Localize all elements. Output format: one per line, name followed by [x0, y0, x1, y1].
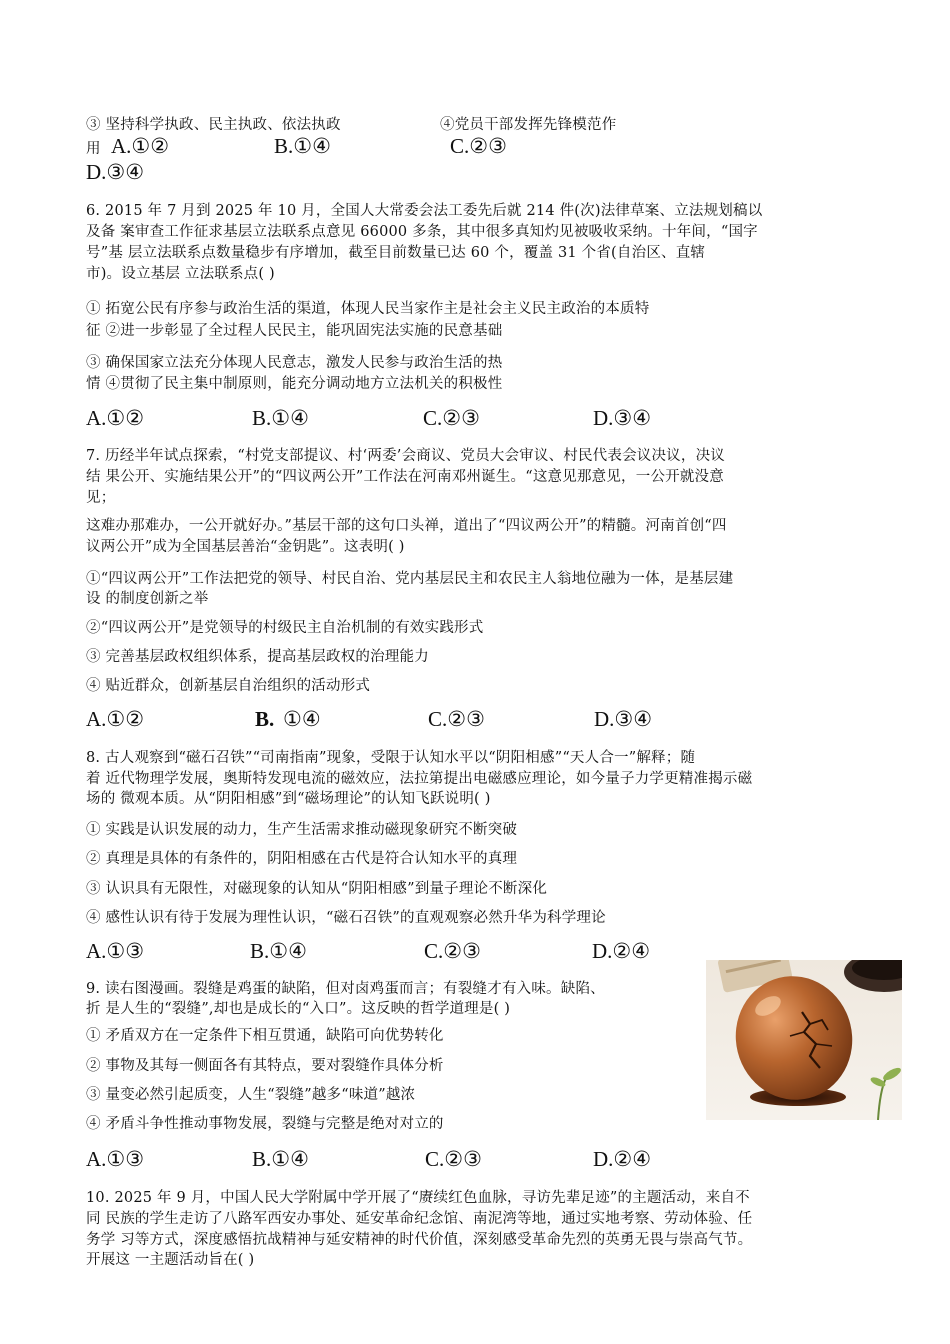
q7-option-b-letter: B.	[255, 707, 275, 731]
q7-statement-1a: ①“四议两公开”工作法把党的领导、村民自治、党内基层民主和农民主人翁地位融为一体，是基层建	[86, 571, 734, 587]
q9-option-d: D.②④	[593, 1147, 652, 1171]
q8-option-d: D.②④	[592, 939, 651, 963]
q9-option-c: C.②③	[425, 1147, 482, 1171]
q9-statement-4: ④ 矛盾斗争性推动事物发展，裂缝与完整是绝对对立的	[86, 1116, 444, 1132]
q8-statement-3: ③ 认识具有无限性，对磁现象的认知从“阴阳相感”到量子理论不断深化	[86, 881, 548, 897]
q5-option-d: D.③④	[86, 160, 145, 184]
q7-line-2: 结 果公开、实施结果公开”的“四议两公开”工作法在河南邓州诞生。“这意见那意见，一公开就没意	[86, 469, 724, 485]
q6-option-b: B.①④	[252, 406, 309, 430]
q10-line-1: 10. 2025 年 9 月，中国人民大学附属中学开展了“赓续红色血脉，寻访先辈足迹”的主题活动，来自不	[86, 1190, 750, 1206]
q6-statement-2: 征 ②进一步彰显了全过程人民民主，能巩固宪法实施的民意基础	[86, 323, 503, 339]
q5-option-b: B.①④	[274, 134, 331, 158]
q7-line-1: 7. 历经半年试点探索，“村党支部提议、村‘两委’会商议、党员大会审议、村民代表会议决议，决议	[86, 448, 725, 464]
q7-statement-2: ②“四议两公开”是党领导的村级民主自治机制的有效实践形式	[86, 620, 484, 636]
q8-option-c: C.②③	[424, 939, 481, 963]
q9-line-2: 折 是人生的“裂缝”,却也是成长的“入口”。这反映的哲学道理是( )	[86, 1001, 511, 1017]
q6-statement-1: ① 拓宽公民有序参与政治生活的渠道，体现人民当家作主是社会主义民主政治的本质特	[86, 301, 650, 317]
q8-line-3: 场的 微观本质。从“阴阳相感”到“磁场理论”的认知飞跃说明( )	[86, 791, 491, 807]
q7-option-b: ①④	[283, 707, 321, 731]
q6-option-d: D.③④	[593, 406, 652, 430]
q7-option-d: D.③④	[594, 707, 653, 731]
q9-option-b: B.①④	[252, 1147, 309, 1171]
q8-line-1: 8. 古人观察到“磁石召铁”“司南指南”现象，受限于认知水平以“阴阳相感”“天人合一”解释；随	[86, 750, 696, 766]
q6-option-a: A.①②	[86, 406, 145, 430]
q8-statement-4: ④ 感性认识有待于发展为理性认识，“磁石召铁”的直观观察必然升华为科学理论	[86, 910, 606, 926]
q5-statement-4: ④党员干部发挥先锋模范作	[440, 117, 617, 133]
q5-option-a: A.①②	[111, 134, 170, 158]
q7-option-a: A.①②	[86, 707, 145, 731]
q6-statement-3: ③ 确保国家立法充分体现人民意志，激发人民参与政治生活的热	[86, 355, 503, 371]
q8-statement-1: ① 实践是认识发展的动力，生产生活需求推动磁现象研究不断突破	[86, 822, 518, 838]
q9-line-1: 9. 读右图漫画。裂缝是鸡蛋的缺陷，但对卤鸡蛋而言；有裂缝才有入味。缺陷、	[86, 981, 605, 997]
q7-statement-3: ③ 完善基层政权组织体系，提高基层政权的治理能力	[86, 649, 429, 665]
q6-line-4: 市)。设立基层 立法联系点( )	[86, 266, 275, 282]
q8-statement-2: ② 真理是具体的有条件的，阴阳相感在古代是符合认知水平的真理	[86, 851, 518, 867]
q9-statement-3: ③ 量变必然引起质变，人生“裂缝”越多“味道”越浓	[86, 1087, 416, 1103]
q7-line-4: 这难办那难办，一公开就好办。”基层干部的这句口头禅，道出了“四议两公开”的精髓。河南首创“四	[86, 518, 727, 534]
q6-option-c: C.②③	[423, 406, 480, 430]
q9-option-a: A.①③	[86, 1147, 145, 1171]
q10-line-4: 开展这 一主题活动旨在( )	[86, 1252, 255, 1268]
q8-line-2: 着 近代物理学发展，奥斯特发现电流的磁效应，法拉第提出电磁感应理论，如今量子力学更精准揭示磁	[86, 771, 753, 787]
q5-statement-4-tail: 用	[86, 141, 101, 157]
tea-egg-photo	[706, 960, 902, 1120]
q10-line-2: 同 民族的学生走访了八路军西安办事处、延安革命纪念馆、南泥湾等地，通过实地考察、劳动体验、任	[86, 1211, 753, 1227]
q9-statement-2: ② 事物及其每一侧面各有其特点，要对裂缝作具体分析	[86, 1058, 444, 1074]
q8-option-a: A.①③	[86, 939, 145, 963]
q5-statement-3: ③ 坚持科学执政、民主执政、依法执政	[86, 117, 341, 133]
q9-statement-1: ① 矛盾双方在一定条件下相互贯通，缺陷可向优势转化	[86, 1028, 444, 1044]
q7-line-5: 议两公开”成为全国基层善治“金钥匙”。这表明( )	[86, 539, 405, 555]
q8-option-b: B.①④	[250, 939, 307, 963]
tea-egg-illustration	[706, 960, 902, 1120]
q10-line-3: 务学 习等方式，深度感悟抗战精神与延安精神的时代价值，深刻感受革命先烈的英勇无畏与崇高气节。	[86, 1232, 753, 1248]
q7-option-c: C.②③	[428, 707, 485, 731]
q6-line-2: 及备 案审查工作征求基层立法联系点意见 66000 多条，其中很多真知灼见被吸收采纳。十年间，“国字	[86, 224, 758, 240]
q6-line-3: 号”基 层立法联系点数量稳步有序增加，截至目前数量已达 60 个，覆盖 31 个省(自治区、直辖	[86, 245, 706, 261]
q6-statement-4: 情 ④贯彻了民主集中制原则，能充分调动地方立法机关的积极性	[86, 376, 503, 392]
q7-line-3: 见；	[86, 490, 116, 506]
q5-option-c: C.②③	[450, 134, 507, 158]
q6-line-1: 6. 2015 年 7 月到 2025 年 10 月，全国人大常委会法工委先后就 214 件(次)法律草案、立法规划稿以	[86, 203, 763, 219]
q7-statement-4: ④ 贴近群众，创新基层自治组织的活动形式	[86, 678, 371, 694]
q7-statement-1b: 设 的制度创新之举	[86, 591, 209, 607]
